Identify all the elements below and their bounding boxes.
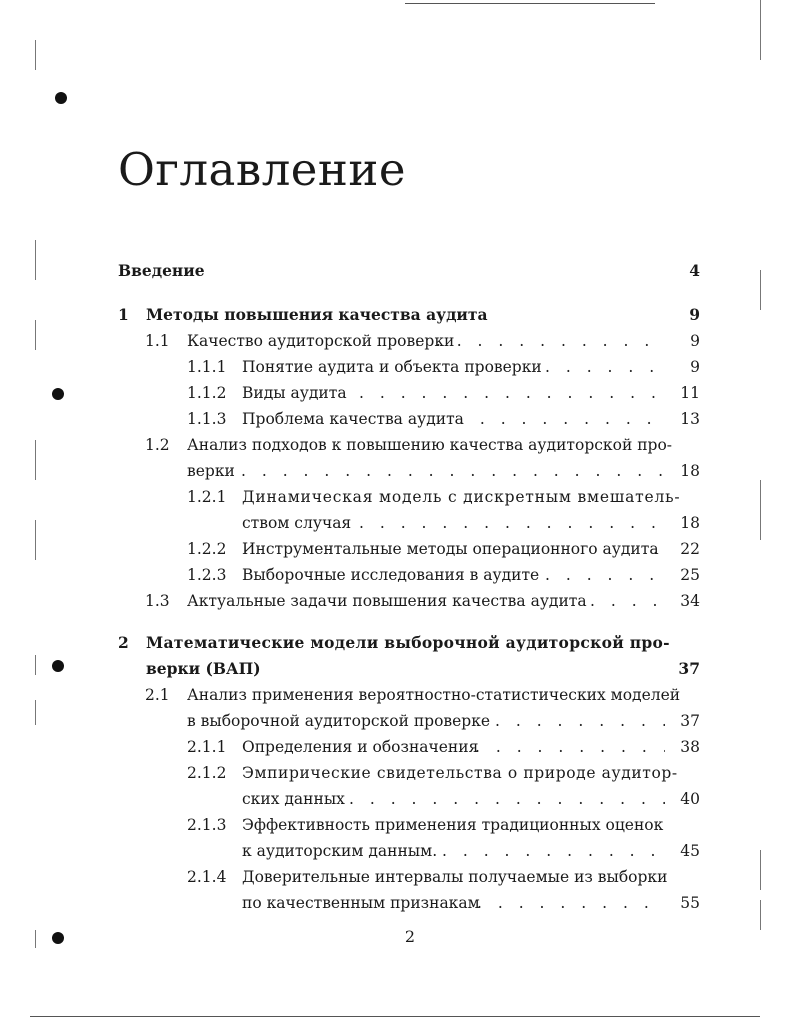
toc-leader-dots [241,458,665,484]
toc-chapter-1[interactable] [118,302,700,328]
scan-edge-right [760,900,761,930]
page-title: Оглавление [118,143,407,196]
scan-edge-left [35,520,36,560]
scan-edge-right [760,850,761,890]
toc-subsection-2-1-2[interactable] [187,760,700,786]
toc-subsection-number: 2.1.2 [187,764,227,782]
toc-entry-page: 34 [680,592,700,610]
toc-entry-page: 22 [680,540,700,558]
toc-entry-text: в выборочной аудиторской проверке [187,712,491,730]
toc-subsection-number: 1.2.1 [187,488,227,506]
toc-entry-text: к аудиторским данным. [242,842,438,860]
toc-entry-text: ских данных [242,790,345,808]
toc-entry-page: 18 [680,514,700,532]
toc-subsection-1-2-2[interactable] [187,536,700,562]
toc-section-number: 2.1 [145,686,170,704]
toc-entry-text: Инструментальные методы операционного аудита [242,540,659,558]
scan-edge-left [35,440,36,480]
toc-entry-page: 37 [678,659,700,678]
punch-hole [52,932,64,944]
toc-subsection-2-1-1[interactable] [187,734,700,760]
toc-section-number: 1.2 [145,436,170,454]
toc-leader-dots [415,328,665,354]
toc-entry-text: верки (ВАП) [146,659,261,678]
toc-subsection-1-2-3[interactable] [187,562,700,588]
toc-leader-dots [349,786,665,812]
scan-edge-bottom [30,1016,760,1017]
toc-entry-page: 55 [680,894,700,912]
toc-section-1-2[interactable] [145,432,700,458]
toc-subsection-2-1-3[interactable] [187,812,700,838]
toc-entry-page: 11 [680,384,700,402]
toc-entry-text: Виды аудита [242,384,347,402]
punch-hole [52,660,64,672]
toc-subsection-2-1-4[interactable] [187,864,700,890]
toc-chapter-2[interactable] [118,630,700,656]
toc-entry-page: 25 [680,566,700,584]
page-number: 2 [404,927,416,946]
toc-entry-page: 9 [690,332,700,350]
toc-entry-page: 4 [689,261,700,280]
punch-hole [55,92,67,104]
toc-entry-text: ством случая [242,514,352,532]
toc-section-2-1-cont[interactable] [145,708,700,734]
toc-leader-dots [495,708,665,734]
toc-leader-dots [459,406,665,432]
toc-entry-page: 40 [680,790,700,808]
toc-entry-text: Проблема качества аудита [242,410,464,428]
scan-edge-right [760,480,761,540]
toc-subsection-number: 1.2.3 [187,566,227,584]
toc-chapter-number: 1 [118,305,129,324]
toc-subsection-number: 2.1.3 [187,816,227,834]
toc-entry-text: Эмпирические свидетельства о природе аудитор- [242,764,678,782]
toc-section-1-1[interactable] [145,328,700,354]
toc-entry-page: 37 [680,712,700,730]
toc-entry-page: 45 [680,842,700,860]
toc-section-number: 1.1 [145,332,170,350]
toc-subsection-1-1-1[interactable] [187,354,700,380]
toc-leader-dots [359,510,665,536]
toc-entry-intro[interactable] [118,258,700,284]
scan-edge-left [35,240,36,280]
toc-entry-text: Введение [118,261,205,280]
toc-section-1-3[interactable] [145,588,700,614]
toc-entry-text: Анализ подходов к повышению качества аудиторской про- [187,436,673,454]
toc-entry-text: Актуальные задачи повышения качества аудита [187,592,587,610]
toc-section-1-2-cont[interactable] [145,458,700,484]
toc-entry-text: Выборочные исследования в аудите [242,566,540,584]
toc-subsection-number: 1.1.2 [187,384,227,402]
toc-entry-text: Понятие аудита и объекта проверки [242,358,542,376]
toc-subsection-1-2-1[interactable] [187,484,700,510]
scan-edge-right [760,270,761,310]
toc-subsection-2-1-2-cont[interactable] [187,786,700,812]
toc-leader-dots [590,588,665,614]
toc-leader-dots [477,890,665,916]
scan-edge-right [760,0,761,60]
toc-subsection-1-1-2[interactable] [187,380,700,406]
scan-edge-left [35,40,36,70]
toc-entry-page: 9 [690,358,700,376]
toc-entry-text: Анализ применения вероятностно-статистических моделей [187,686,681,704]
toc-leader-dots [545,354,665,380]
punch-hole [52,388,64,400]
toc-entry-text: Эффективность применения традиционных оценок [242,816,664,834]
toc-leader-dots [653,536,665,562]
toc-entry-text: по качественным признакам [242,894,480,912]
scan-edge-left [35,930,36,948]
toc-entry-page: 13 [680,410,700,428]
toc-entry-text: Определения и обозначения [242,738,479,756]
toc-entry-text: Методы повышения качества аудита [146,305,488,324]
toc-entry-text: верки [187,462,235,480]
toc-chapter-number: 2 [118,633,129,652]
scan-edge-left [35,320,36,350]
toc-subsection-number: 1.1.1 [187,358,227,376]
toc-entry-page: 9 [689,305,700,324]
toc-entry-text: Доверительные интервалы получаемые из выборки [242,868,668,886]
toc-leader-dots [442,838,665,864]
toc-subsection-number: 2.1.4 [187,868,227,886]
toc-subsection-1-1-3[interactable] [187,406,700,432]
toc-subsection-1-2-1-cont[interactable] [187,510,700,536]
toc-leader-dots [475,734,665,760]
toc-subsection-2-1-3-cont[interactable] [187,838,700,864]
toc-section-2-1[interactable] [145,682,700,708]
toc-leader-dots [359,380,665,406]
toc-section-number: 1.3 [145,592,170,610]
scan-edge-left [35,655,36,675]
toc-chapter-2-cont[interactable] [118,656,700,682]
toc-subsection-number: 1.2.2 [187,540,227,558]
scan-edge-top [405,3,655,4]
toc-leader-dots [545,562,665,588]
toc-entry-text: Математические модели выборочной аудиторской про- [146,633,670,652]
toc-subsection-2-1-4-cont[interactable] [187,890,700,916]
toc-entry-page: 38 [680,738,700,756]
toc-subsection-number: 2.1.1 [187,738,227,756]
toc-entry-text: Динамическая модель с дискретным вмешатель- [242,488,681,506]
toc-entry-text: Качество аудиторской проверки [187,332,455,350]
toc-subsection-number: 1.1.3 [187,410,227,428]
scan-edge-left [35,700,36,725]
toc-entry-page: 18 [680,462,700,480]
